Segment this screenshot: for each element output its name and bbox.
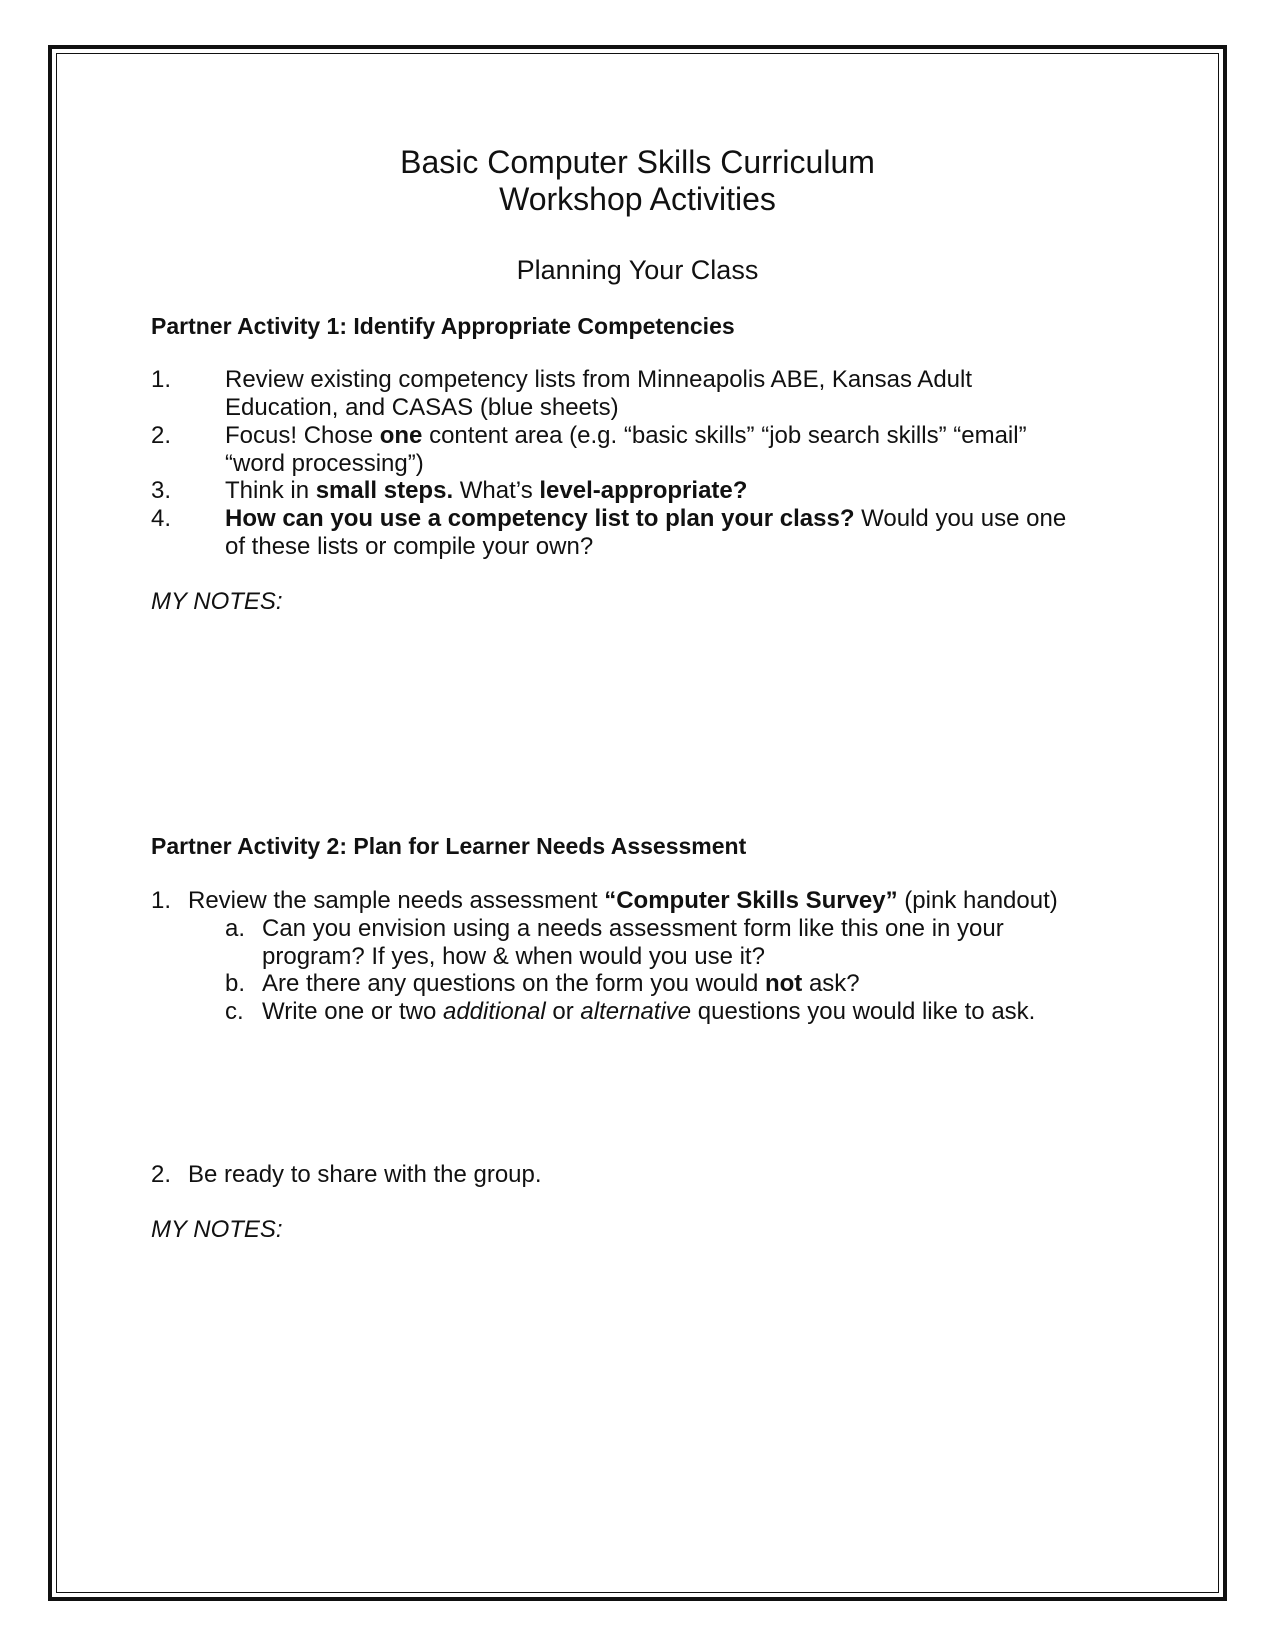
emphasis-italic: additional: [442, 998, 546, 1025]
list-item-text: Review existing competency lists from Minneapolis ABE, Kansas Adult: [225, 366, 973, 393]
list-item-text-cont: of these lists or compile your own?: [225, 533, 594, 560]
document-title-line2: Workshop Activities: [499, 181, 776, 217]
sublist-item-letter: c.: [225, 998, 244, 1025]
list-item-number: 1.: [151, 366, 172, 393]
activity1-heading: Partner Activity 1: Identify Appropriate Competencies: [151, 313, 735, 339]
list-item-number: 4.: [151, 505, 172, 532]
list-item-number: 3.: [151, 477, 172, 504]
list-item-text: Focus! Chose one content area (e.g. “basic skills” “job search skills” “email”: [225, 422, 1027, 449]
emphasis-bold: small steps.: [315, 477, 454, 504]
emphasis-bold: “Computer Skills Survey”: [604, 887, 898, 914]
list-item-text: Review the sample needs assessment “Computer Skills Survey” (pink handout): [188, 887, 1058, 914]
notes-label: MY NOTES:: [151, 1216, 283, 1243]
sublist-item-text: Can you envision using a needs assessment form like this one in your: [262, 915, 1004, 942]
document-subtitle: Planning Your Class: [516, 255, 759, 285]
list-item-text-cont: “word processing”): [225, 450, 424, 477]
list-item-text-cont: Education, and CASAS (blue sheets): [225, 394, 619, 421]
sublist-item-letter: a.: [225, 915, 246, 942]
sublist-item-text-cont: program? If yes, how & when would you use it?: [262, 943, 765, 970]
list-item-number: 1.: [151, 887, 172, 914]
sublist-item-letter: b.: [225, 970, 246, 997]
emphasis-bold: How can you use a competency list to plan your class?: [225, 505, 855, 532]
list-item-number: 2.: [151, 422, 172, 449]
activity2-heading: Partner Activity 2: Plan for Learner Needs Assessment: [151, 833, 747, 859]
list-item-text: Be ready to share with the group.: [188, 1161, 542, 1188]
sublist-item-text: Are there any questions on the form you would not ask?: [262, 970, 860, 997]
emphasis-bold: level-appropriate?: [539, 477, 748, 504]
list-item-text: Think in small steps. What’s level-appropriate?: [225, 477, 748, 504]
sublist-item-text: Write one or two additional or alternative questions you would like to ask.: [262, 998, 1036, 1025]
notes-label: MY NOTES:: [151, 588, 283, 615]
emphasis-italic: alternative: [580, 998, 692, 1025]
emphasis-bold: one: [379, 422, 423, 449]
list-item-text: How can you use a competency list to plan your class? Would you use one: [225, 505, 1067, 532]
emphasis-bold: not: [764, 970, 803, 997]
list-item-number: 2.: [151, 1161, 172, 1188]
document-title: Basic Computer Skills Curriculum: [400, 144, 875, 180]
